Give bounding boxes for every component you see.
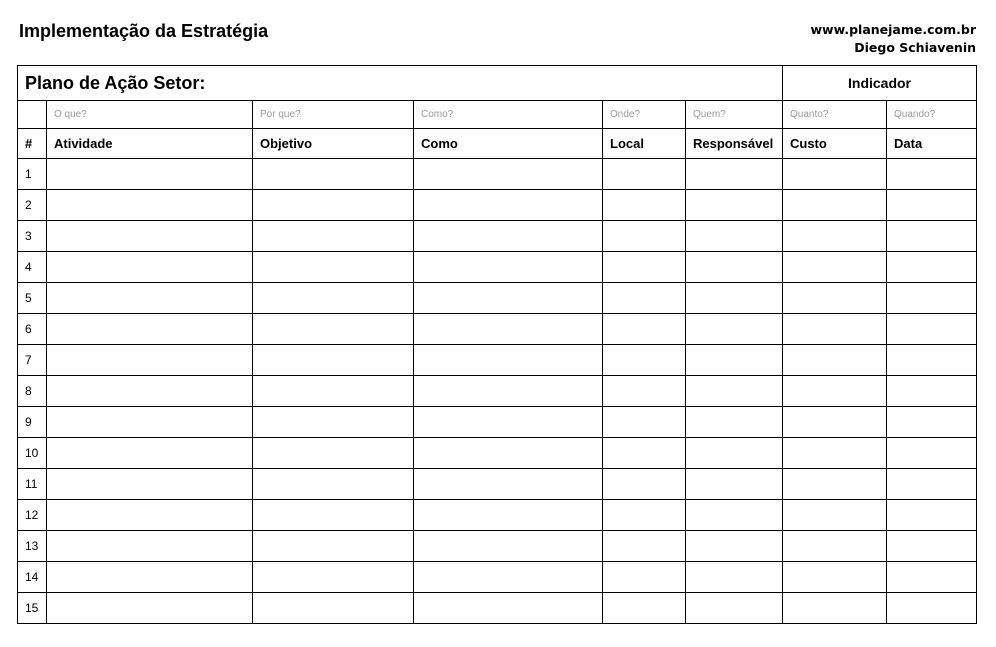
- row-number: 3: [18, 221, 47, 252]
- question-who: Quem?: [686, 101, 783, 129]
- how-cell[interactable]: [414, 562, 603, 593]
- row-number: 13: [18, 531, 47, 562]
- row-number: 9: [18, 407, 47, 438]
- how-cell[interactable]: [414, 500, 603, 531]
- question-where: Onde?: [603, 101, 686, 129]
- location-cell[interactable]: [603, 314, 686, 345]
- responsible-cell[interactable]: [686, 469, 783, 500]
- responsible-cell[interactable]: [686, 593, 783, 624]
- author-name: Diego Schiavenin: [854, 40, 976, 55]
- column-header-activity: Atividade: [47, 129, 253, 159]
- how-cell[interactable]: [414, 345, 603, 376]
- how-cell[interactable]: [414, 221, 603, 252]
- objective-cell[interactable]: [253, 221, 414, 252]
- date-cell[interactable]: [887, 190, 977, 221]
- location-cell[interactable]: [603, 345, 686, 376]
- row-number: 2: [18, 190, 47, 221]
- location-cell[interactable]: [603, 469, 686, 500]
- column-header-responsible: Responsável: [686, 129, 783, 159]
- location-cell[interactable]: [603, 159, 686, 190]
- how-cell[interactable]: [414, 252, 603, 283]
- activity-cell[interactable]: [47, 500, 253, 531]
- objective-cell[interactable]: [253, 159, 414, 190]
- cost-cell[interactable]: [783, 438, 887, 469]
- location-cell[interactable]: [603, 500, 686, 531]
- objective-cell[interactable]: [253, 345, 414, 376]
- responsible-cell[interactable]: [686, 159, 783, 190]
- how-cell[interactable]: [414, 190, 603, 221]
- cost-cell[interactable]: [783, 469, 887, 500]
- date-cell[interactable]: [887, 500, 977, 531]
- activity-cell[interactable]: [47, 407, 253, 438]
- how-cell[interactable]: [414, 407, 603, 438]
- how-cell[interactable]: [414, 593, 603, 624]
- objective-cell[interactable]: [253, 314, 414, 345]
- how-cell[interactable]: [414, 376, 603, 407]
- activity-cell[interactable]: [47, 531, 253, 562]
- objective-cell[interactable]: [253, 469, 414, 500]
- table-row: [18, 407, 977, 438]
- objective-cell[interactable]: [253, 562, 414, 593]
- question-how: Como?: [414, 101, 603, 129]
- row-number: 10: [18, 438, 47, 469]
- responsible-cell[interactable]: [686, 376, 783, 407]
- table-row: [18, 159, 977, 190]
- date-cell[interactable]: [887, 283, 977, 314]
- location-cell[interactable]: [603, 438, 686, 469]
- row-number: 4: [18, 252, 47, 283]
- cost-cell[interactable]: [783, 252, 887, 283]
- activity-cell[interactable]: [47, 314, 253, 345]
- row-number: 1: [18, 159, 47, 190]
- plan-header-row: [18, 66, 977, 101]
- cost-cell[interactable]: [783, 314, 887, 345]
- table-row: [18, 593, 977, 624]
- row-number: 12: [18, 500, 47, 531]
- cost-cell[interactable]: [783, 190, 887, 221]
- how-cell[interactable]: [414, 469, 603, 500]
- activity-cell[interactable]: [47, 345, 253, 376]
- activity-cell[interactable]: [47, 562, 253, 593]
- activity-cell[interactable]: [47, 469, 253, 500]
- row-number: 8: [18, 376, 47, 407]
- action-plan-table: [17, 65, 977, 624]
- activity-cell[interactable]: [47, 252, 253, 283]
- cost-cell[interactable]: [783, 407, 887, 438]
- location-cell[interactable]: [603, 190, 686, 221]
- row-number: 15: [18, 593, 47, 624]
- row-number: 14: [18, 562, 47, 593]
- column-header-date: Data: [887, 129, 977, 159]
- table-row: [18, 376, 977, 407]
- column-header-location: Local: [603, 129, 686, 159]
- cost-cell[interactable]: [783, 283, 887, 314]
- table-row: [18, 221, 977, 252]
- responsible-cell[interactable]: [686, 345, 783, 376]
- question-how-much: Quanto?: [783, 101, 887, 129]
- responsible-cell[interactable]: [686, 407, 783, 438]
- objective-cell[interactable]: [253, 283, 414, 314]
- objective-cell[interactable]: [253, 438, 414, 469]
- responsible-cell[interactable]: [686, 314, 783, 345]
- objective-cell[interactable]: [253, 531, 414, 562]
- column-header-how: Como: [414, 129, 603, 159]
- activity-cell[interactable]: [47, 221, 253, 252]
- table-row: [18, 190, 977, 221]
- date-cell[interactable]: [887, 345, 977, 376]
- activity-cell[interactable]: [47, 438, 253, 469]
- location-cell[interactable]: [603, 221, 686, 252]
- page-title: Implementação da Estratégia: [19, 21, 269, 41]
- responsible-cell[interactable]: [686, 500, 783, 531]
- responsible-cell[interactable]: [686, 283, 783, 314]
- activity-cell[interactable]: [47, 159, 253, 190]
- column-header-number: #: [18, 129, 47, 159]
- table-row: [18, 345, 977, 376]
- location-cell[interactable]: [603, 562, 686, 593]
- question-row: [18, 101, 977, 129]
- cost-cell[interactable]: [783, 345, 887, 376]
- date-cell[interactable]: [887, 407, 977, 438]
- question-cell-blank: [18, 101, 47, 129]
- cost-cell[interactable]: [783, 376, 887, 407]
- objective-cell[interactable]: [253, 252, 414, 283]
- how-cell[interactable]: [414, 314, 603, 345]
- question-what: O que?: [47, 101, 253, 129]
- responsible-cell[interactable]: [686, 562, 783, 593]
- table-row: [18, 562, 977, 593]
- activity-cell[interactable]: [47, 376, 253, 407]
- date-cell[interactable]: [887, 376, 977, 407]
- responsible-cell[interactable]: [686, 438, 783, 469]
- table-row: [18, 531, 977, 562]
- cost-cell[interactable]: [783, 221, 887, 252]
- responsible-cell[interactable]: [686, 190, 783, 221]
- how-cell[interactable]: [414, 283, 603, 314]
- responsible-cell[interactable]: [686, 531, 783, 562]
- question-when: Quando?: [887, 101, 977, 129]
- table-row: [18, 283, 977, 314]
- date-cell[interactable]: [887, 469, 977, 500]
- date-cell[interactable]: [887, 314, 977, 345]
- date-cell[interactable]: [887, 531, 977, 562]
- objective-cell[interactable]: [253, 593, 414, 624]
- date-cell[interactable]: [887, 562, 977, 593]
- objective-cell[interactable]: [253, 407, 414, 438]
- date-cell[interactable]: [887, 159, 977, 190]
- row-number: 11: [18, 469, 47, 500]
- objective-cell[interactable]: [253, 500, 414, 531]
- cost-cell[interactable]: [783, 500, 887, 531]
- activity-cell[interactable]: [47, 593, 253, 624]
- table-row: [18, 252, 977, 283]
- responsible-cell[interactable]: [686, 221, 783, 252]
- credit-block: [811, 21, 977, 57]
- table-row: [18, 438, 977, 469]
- location-cell[interactable]: [603, 376, 686, 407]
- activity-cell[interactable]: [47, 283, 253, 314]
- cost-cell[interactable]: [783, 593, 887, 624]
- how-cell[interactable]: [414, 438, 603, 469]
- location-cell[interactable]: [603, 531, 686, 562]
- objective-cell[interactable]: [253, 376, 414, 407]
- objective-cell[interactable]: [253, 190, 414, 221]
- cost-cell[interactable]: [783, 159, 887, 190]
- responsible-cell[interactable]: [686, 252, 783, 283]
- location-cell[interactable]: [603, 407, 686, 438]
- how-cell[interactable]: [414, 159, 603, 190]
- date-cell[interactable]: [887, 593, 977, 624]
- how-cell[interactable]: [414, 531, 603, 562]
- cost-cell[interactable]: [783, 562, 887, 593]
- row-number: 5: [18, 283, 47, 314]
- site-url: www.planejame.com.br: [810, 22, 976, 37]
- date-cell[interactable]: [887, 221, 977, 252]
- cost-cell[interactable]: [783, 531, 887, 562]
- location-cell[interactable]: [603, 283, 686, 314]
- date-cell[interactable]: [887, 438, 977, 469]
- indicator-heading: Indicador: [783, 66, 977, 101]
- table-row: [18, 469, 977, 500]
- column-header-objective: Objetivo: [253, 129, 414, 159]
- location-cell[interactable]: [603, 593, 686, 624]
- plan-title: Plano de Ação Setor:: [18, 66, 783, 101]
- row-number: 7: [18, 345, 47, 376]
- column-header-cost: Custo: [783, 129, 887, 159]
- location-cell[interactable]: [603, 252, 686, 283]
- activity-cell[interactable]: [47, 190, 253, 221]
- table-row: [18, 314, 977, 345]
- date-cell[interactable]: [887, 252, 977, 283]
- column-header-row: [18, 129, 977, 159]
- question-why: Por que?: [253, 101, 414, 129]
- row-number: 6: [18, 314, 47, 345]
- table-row: [18, 500, 977, 531]
